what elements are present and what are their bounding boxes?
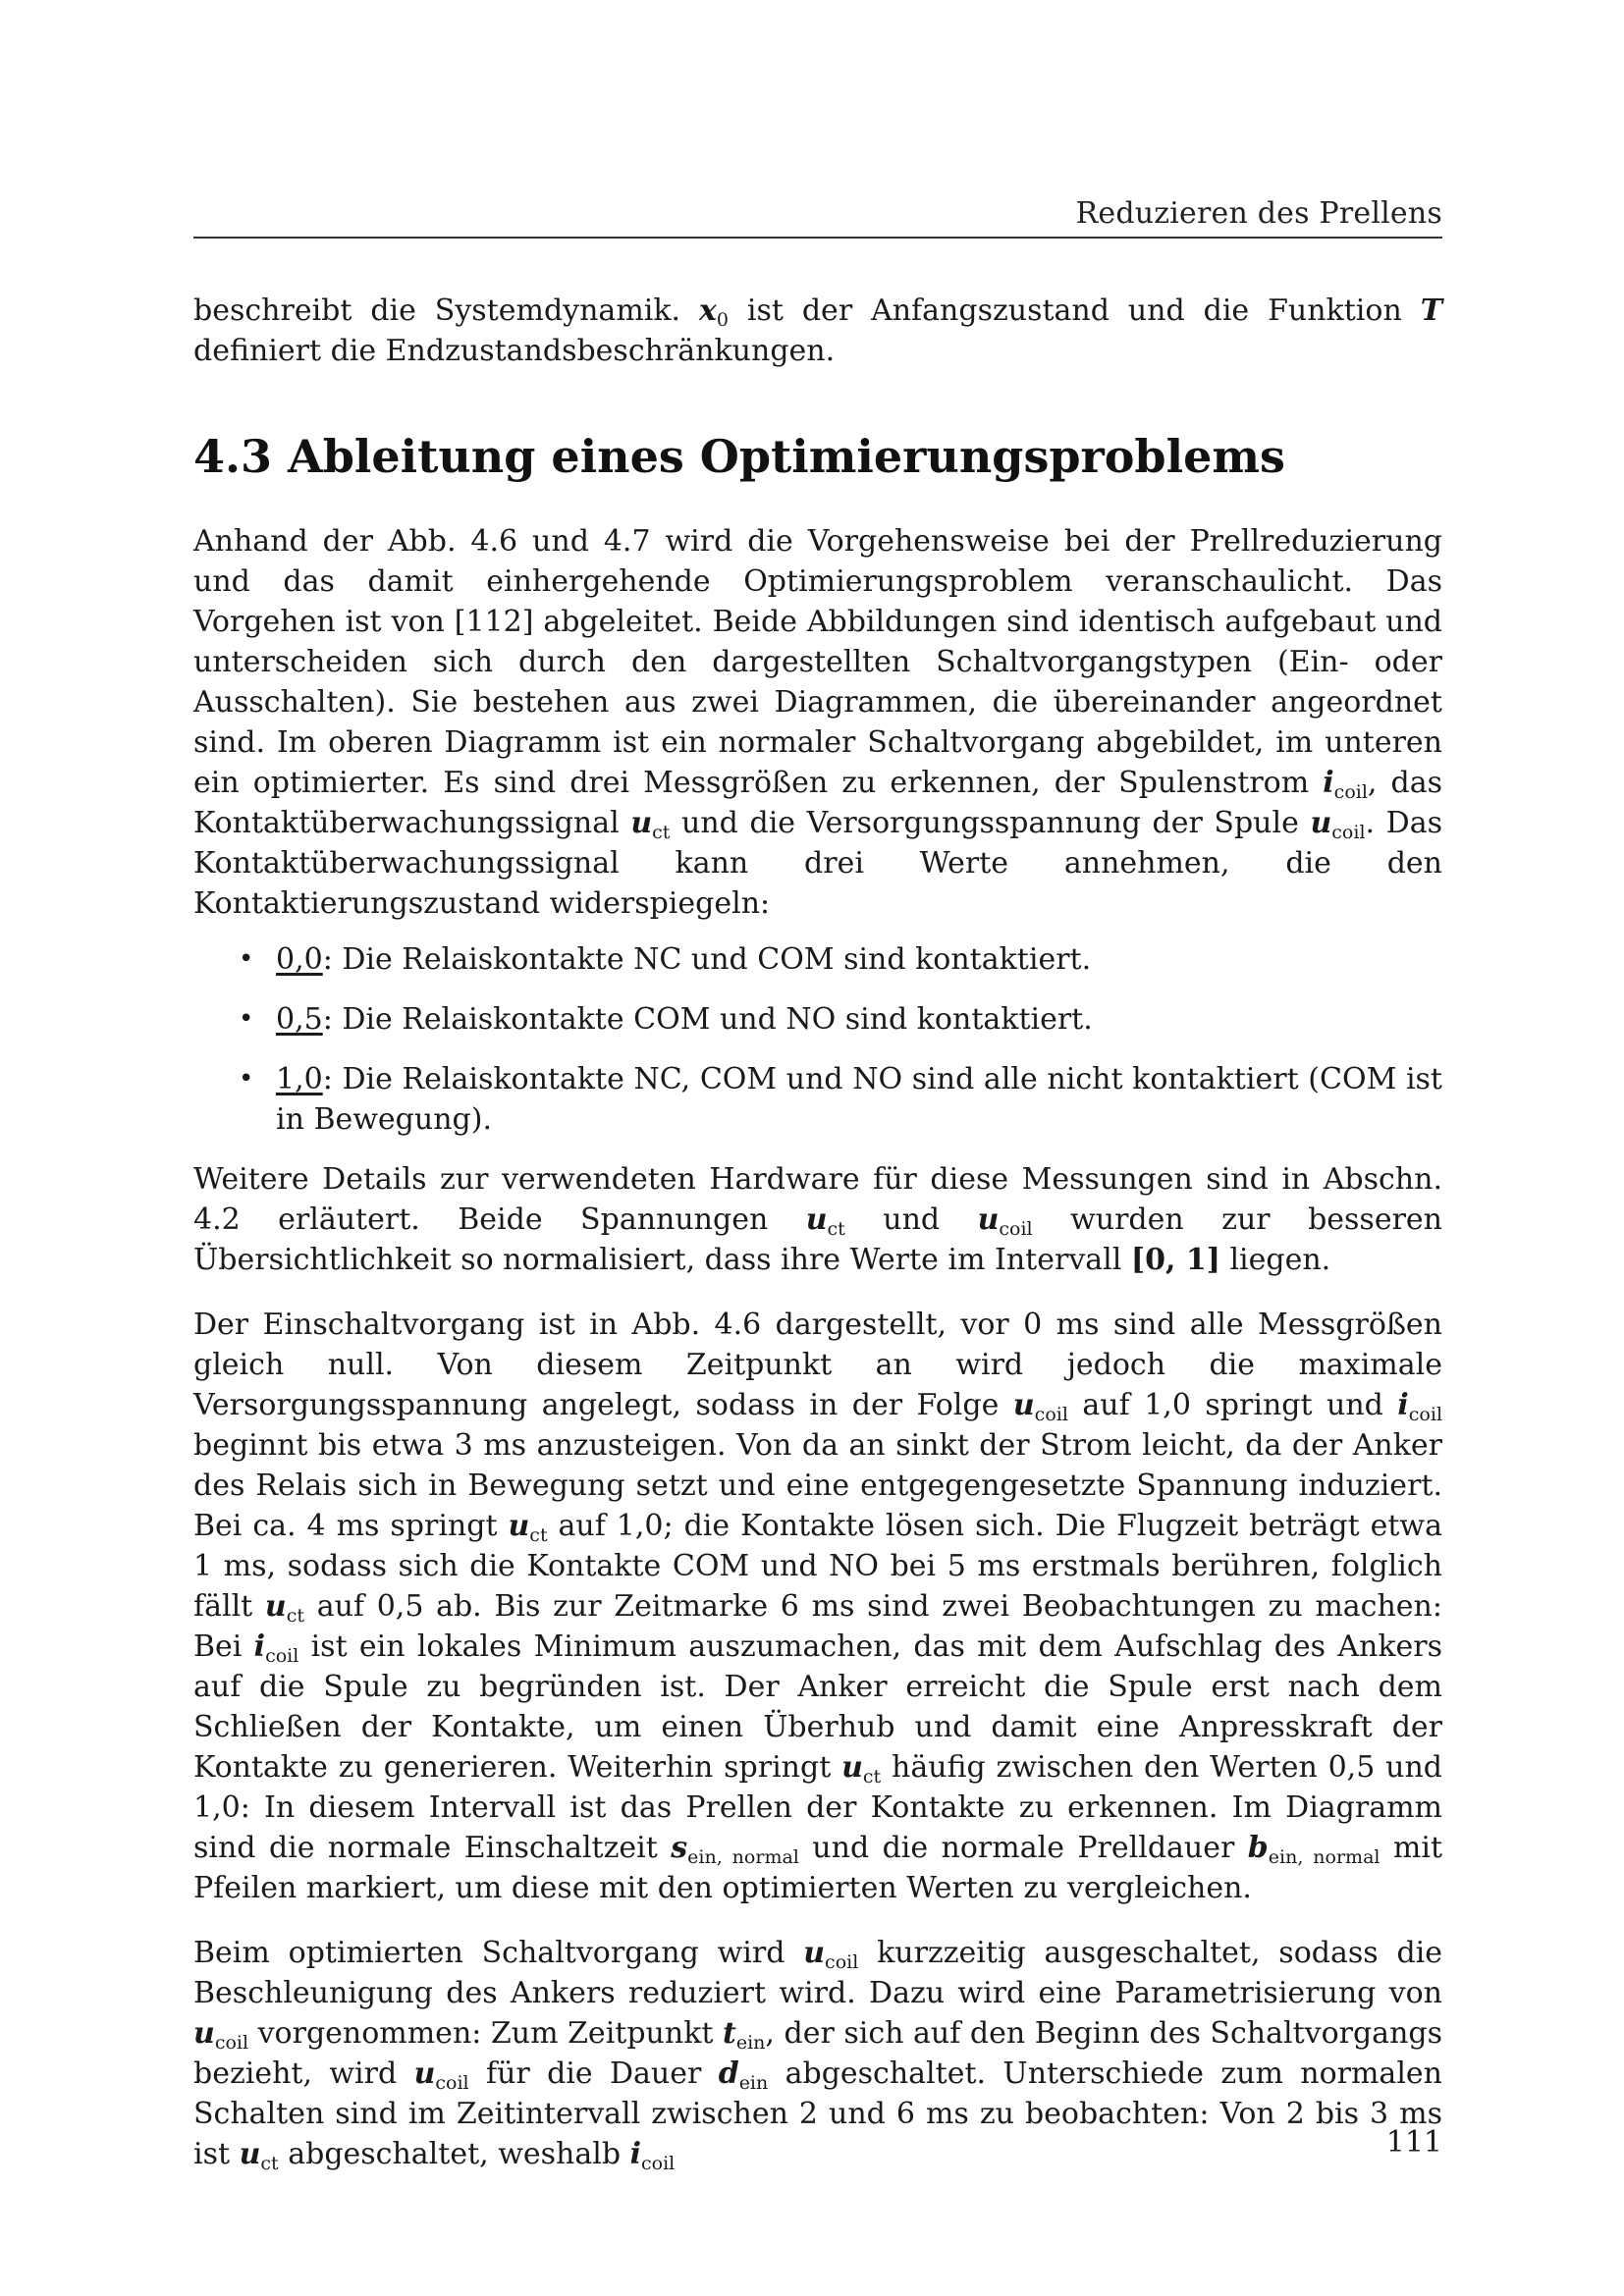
page-number: 111 bbox=[1385, 2125, 1442, 2160]
i-coil-symbol: $i_{coil}$ bbox=[1323, 766, 1368, 803]
list-item: • 1,0: Die Relaiskontakte NC, COM und NO sind alle nicht kontaktiert (COM ist in Bewegung). bbox=[193, 1059, 1442, 1140]
t-ein-symbol: $t_{ein}$ bbox=[722, 2016, 766, 2054]
paragraph-1: Anhand der Abb. 4.6 und 4.7 wird die Vorgehensweise bei der Prellreduzierung und das damit einhergehende Optimierungsproblem veranschaulicht. Das Vorgehen ist von [112] abgeleitet. Beide Abbildungen sind identisch aufgebaut und unterscheiden sich durch den dargestellten Schaltvorgangstypen (Ein- oder Ausschalten). Sie bestehen aus zwei Diagrammen, die übereinander angeordnet sind. Im oberen Diagramm ist ein normaler Schaltvorgang abgebildet, im unteren ein optimierter. Es sind drei Messgrößen zu erkennen, der Spulenstrom $i_{coil}$, das Kontaktüberwachungssignal $u_{ct}$ und die Versorgungsspannung der Spule $u_{coil}$. Das Kontaktüberwachungssignal kann drei Werte annehmen, die den Kontaktierungszustand widerspiegeln: bbox=[193, 524, 1442, 921]
list-item: • 0,0: Die Relaiskontakte NC und COM sind kontaktiert. bbox=[193, 939, 1442, 980]
u-ct-symbol: $u_{ct}$ bbox=[805, 1202, 845, 1240]
d-ein-symbol: $d_{ein}$ bbox=[718, 2056, 769, 2094]
paragraph-3: Der Einschaltvorgang ist in Abb. 4.6 dargestellt, vor 0 ms sind alle Messgrößen gleich null. Von diesem Zeitpunkt an wird jedoch die maximale Versorgungsspannung angelegt, sodass in der Folge $u_{coil}$ auf 1,0 springt und $i_{coil}$ beginnt bis etwa 3 ms anzusteigen. Von da an sinkt der Strom leicht, da der Anker des Relais sich in Bewegung setzt und eine entgegengesetzte Spannung induziert. Bei ca. 4 ms springt $u_{ct}$ auf 1,0; die Kontakte lösen sich. Die Flugzeit beträgt etwa 1 ms, sodass sich die Kontakte COM und NO bei 5 ms erstmals berühren, folglich fällt $u_{ct}$ auf 0,5 ab. Bis zur Zeitmarke 6 ms sind zwei Beobachtungen zu machen: Bei $i_{coil}$ ist ein lokales Minimum auszumachen, das mit dem Aufschlag des Ankers auf die Spule zu begründen ist. Der Anker erreicht die Spule erst nach dem Schließen der Kontakte, um einen Überhub und damit eine Anpresskraft der Kontakte zu generieren. Weiterhin springt $u_{ct}$ häufig zwischen den Werten 0,5 und 1,0: In diesem Intervall ist das Prellen der Kontakte zu erkennen. Im Diagramm sind die normale Einschaltzeit $s_{ein, normal}$ und die normale Prelldauer $b_{ein, normal}$ mit Pfeilen markiert, um diese mit den optimierten Werten zu vergleichen. bbox=[193, 1308, 1443, 1905]
x0-symbol: $x_0$ bbox=[699, 294, 729, 331]
interval: [0, 1] bbox=[1130, 1243, 1220, 1277]
u-coil-symbol: $u_{coil}$ bbox=[413, 2056, 469, 2094]
intro-paragraph: beschreibt die Systemdynamik. $x_0$ ist der Anfangszustand und die Funktion T definiert die Endzustandsbeschränkungen. bbox=[193, 294, 1443, 368]
state-value: 0,5 bbox=[276, 1002, 323, 1037]
paragraph-4: Beim optimierten Schaltvorgang wird $u_{coil}$ kurzzeitig ausgeschaltet, sodass die Beschleunigung des Ankers reduziert wird. Dazu wird eine Parametrisierung von $u_{coil}$ vorgenommen: Zum Zeitpunkt $t_{ein}$, der sich auf den Beginn des Schaltvorgangs bezieht, wird $u_{coil}$ für die Dauer $d_{ein}$ abgeschaltet. Unterschiede zum normalen Schalten sind im Zeitintervall zwischen 2 und 6 ms zu beobachten: Von 2 bis 3 ms ist $u_{ct}$ abgeschaltet, weshalb $i_{coil}$ bbox=[193, 1936, 1442, 2174]
u-coil-symbol: $u_{coil}$ bbox=[803, 1936, 859, 1973]
u-ct-symbol: $u_{ct}$ bbox=[841, 1750, 882, 1788]
contact-state-list bbox=[193, 939, 1442, 1140]
b-ein-normal-symbol: $b_{ein, normal}$ bbox=[1247, 1831, 1380, 1868]
section-heading: 4.3 Ableitung eines Optimierungsproblems bbox=[193, 430, 1285, 483]
state-value: 1,0 bbox=[276, 1062, 323, 1096]
list-item: • 0,5: Die Relaiskontakte COM und NO sind kontaktiert. bbox=[193, 999, 1442, 1040]
page-body bbox=[193, 291, 1442, 2174]
u-coil-symbol: $u_{coil}$ bbox=[977, 1202, 1033, 1240]
paragraph-2: Weitere Details zur verwendeten Hardware für diese Messungen sind in Abschn. 4.2 erläutert. Beide Spannungen $u_{ct}$ und $u_{coil}$ wurden zur besseren Übersichtlichkeit so normalisiert, dass ihre Werte im Intervall [0, 1] liegen. bbox=[193, 1162, 1442, 1277]
s-ein-normal-symbol: $s_{ein, normal}$ bbox=[671, 1831, 799, 1868]
u-ct-symbol: $u_{ct}$ bbox=[630, 806, 671, 843]
u-coil-symbol: $u_{coil}$ bbox=[193, 2016, 249, 2054]
u-coil-symbol: $u_{coil}$ bbox=[1012, 1388, 1068, 1425]
u-coil-symbol: $u_{coil}$ bbox=[1310, 806, 1366, 843]
T-symbol: T bbox=[1420, 294, 1443, 328]
header-rule bbox=[193, 237, 1442, 239]
i-coil-symbol: $i_{coil}$ bbox=[1397, 1388, 1443, 1425]
u-ct-symbol: $u_{ct}$ bbox=[508, 1509, 548, 1546]
running-header: Reduzieren des Prellens bbox=[1075, 196, 1442, 231]
i-coil-symbol: $i_{coil}$ bbox=[253, 1629, 299, 1667]
u-ct-symbol: $u_{ct}$ bbox=[264, 1589, 305, 1627]
state-value: 0,0 bbox=[276, 942, 323, 977]
u-ct-symbol: $u_{ct}$ bbox=[239, 2137, 279, 2174]
i-coil-symbol: $i_{coil}$ bbox=[629, 2137, 676, 2174]
